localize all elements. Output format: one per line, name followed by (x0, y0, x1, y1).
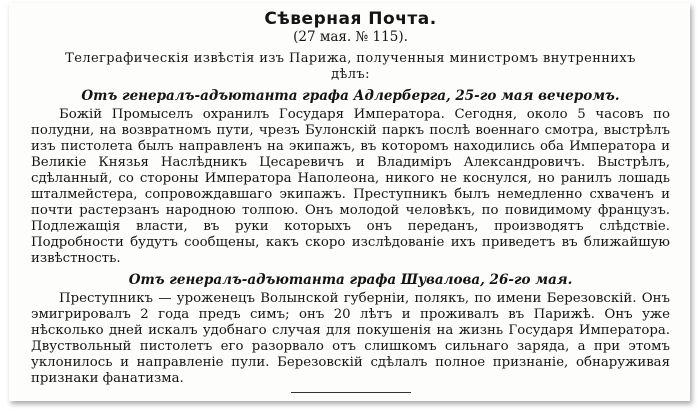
end-rule (291, 392, 411, 393)
dispatch-adlerberg (31, 88, 670, 267)
dispatch-text: Божій Промыселъ охранилъ Государя Императора. Сегодня, около 5 часовъ по полудни, на возвратномъ пути, чрезъ Булонскій паркъ послѣ военнаго смотра, выстрѣлъ изъ пистолета былъ направленъ на экипажъ, въ которомъ находились оба Императора и Великіе Князья Наслѣдникъ Цесаревичъ и Владиміръ Александровичъ. Выстрѣлъ, сдѣланный, со стороны Императора Наполеона, никого не коснулся, но ранилъ лошадь шталмейстера, сопровождавшаго экипажъ. Преступникъ былъ немедленно схваченъ и почти растерзанъ народною толпою. Онъ молодой человѣкъ, по повидимому французъ. Подлежащія власти, въ руки которыхъ онъ переданъ, производятъ слѣдствіе. Подробности будутъ сообщены, какъ скоро изслѣдованіе ихъ приведетъ въ ближайшую извѣстность. (31, 107, 670, 266)
dispatch-source: Отъ генералъ-адъютанта графа Адлерберга, 25-го мая вечеромъ. (81, 88, 620, 104)
article-headline: Телеграфическія извѣстія изъ Парижа, полученныя министромъ внутреннихъ дѣлъ: (65, 51, 636, 82)
issue-dateline: (27 мая. № 115). (293, 29, 408, 45)
dispatch-shuvalov (31, 272, 670, 387)
newspaper-title: Сѣверная Почта. (264, 9, 437, 29)
dispatch-source: Отъ генералъ-адъютанта графа Шувалова, 26-го мая. (128, 272, 573, 288)
newspaper-clipping (9, 3, 690, 401)
dispatch-text: Преступникъ — уроженецъ Волынской губерніи, полякъ, по имени Березовскій. Онъ эмигрировалъ 2 года предъ симъ; онъ 20 лѣтъ и проживалъ въ Парижѣ. Онъ уже нѣсколько дней искалъ удобнаго случая для покушенія на жизнь Государя Императора. Двуствольный пистолетъ его разорвало отъ слишкомъ сильнаго заряда, а при этомъ уклонилось и направленіе пули. Березовскій сдѣлалъ полное признаніе, обнаруживая признаки фанатизма. (31, 291, 670, 386)
